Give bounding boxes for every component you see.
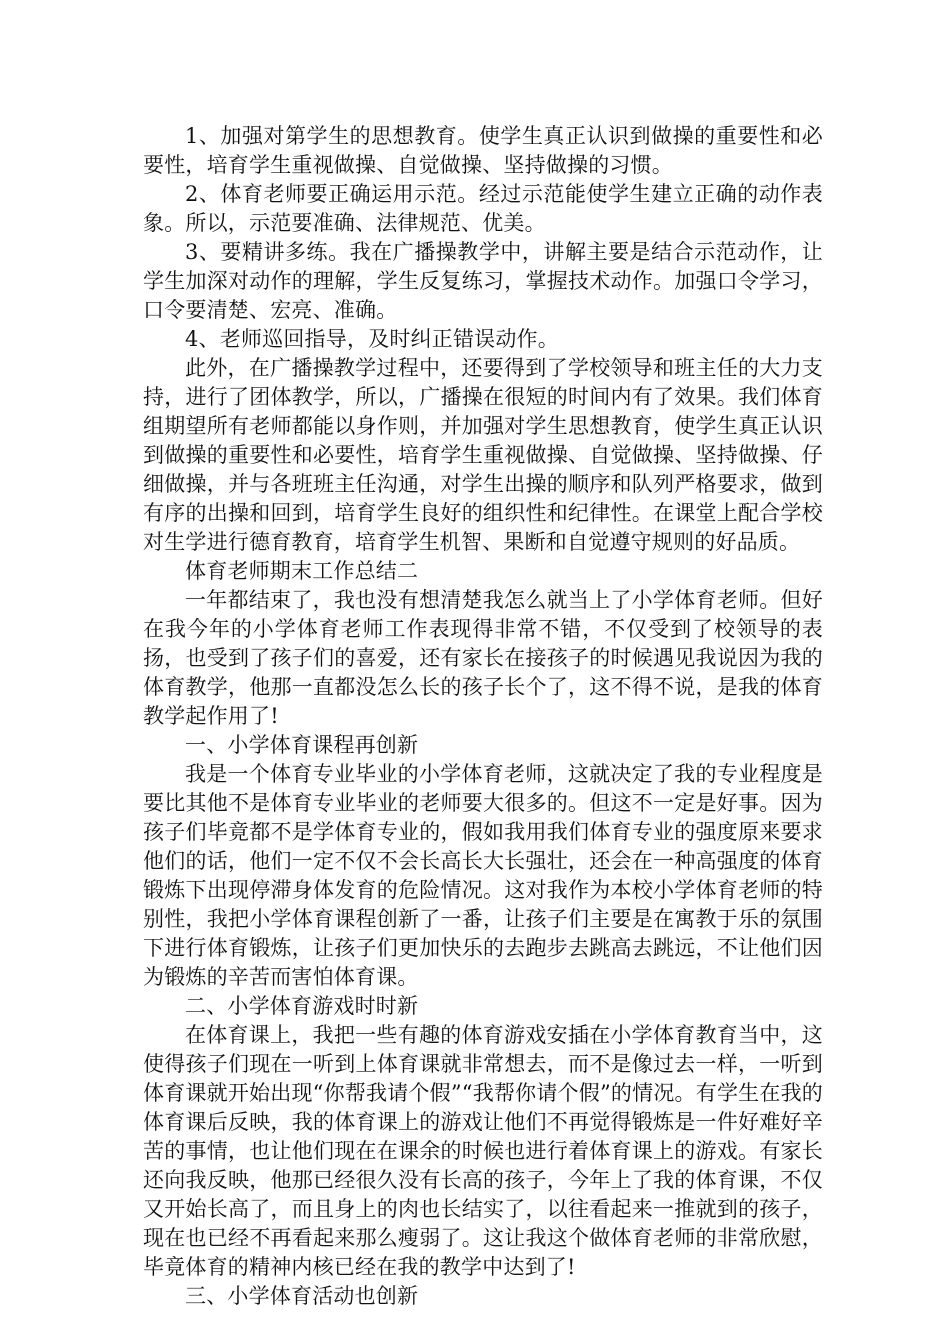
paragraph-4: 4、老师巡回指导，及时纠正错误动作。 xyxy=(185,327,559,351)
section-heading-games: 二、小学体育游戏时时新 xyxy=(185,994,419,1018)
section-heading-summary-two: 体育老师期末工作总结二 xyxy=(185,559,419,583)
paragraph-5: 此外，在广播操教学过程中，还要得到了学校领导和班主任的大力支持，进行了团体教学，所以，广播操在很短的时间内有了效果。我们体育组期望所有老师都能以身作则，并加强对学生思想教育，使学生真正认识到做操的重要性和必要性，培育学生重视做操、自觉做操、坚持做操、仔细做操，并与各班班主任沟通，对学生出操的顺序和队列严格要求，做到有序的出操和回到，培育学生良好的组织性和纪律性。在课堂上配合学校对生学进行德育教育，培育学生机智、果断和自觉遵守规则的好品质。 xyxy=(143,356,823,554)
paragraph-1: 1、加强对第学生的思想教育。使学生真正认识到做操的重要性和必要性，培育学生重视做操、自觉做操、坚持做操的习惯。 xyxy=(143,124,823,177)
paragraph-9: 我是一个体育专业毕业的小学体育老师，这就决定了我的专业程度是要比其他不是体育专业毕业的老师要大很多的。但这不一定是好事。因为孩子们毕竟都不是学体育专业的，假如我用我们体育专业的强度原来要求他们的话，他们一定不仅不会长高长大长强壮，还会在一种高强度的体育锻炼下出现停滞身体发育的危险情况。这对我作为本校小学体育老师的特别性，我把小学体育课程创新了一番，让孩子们主要是在寓教于乐的氛围下进行体育锻炼，让孩子们更加快乐的去跑步去跳高去跳远，不让他们因为锻炼的辛苦而害怕体育课。 xyxy=(143,762,823,989)
section-heading-course-innovation: 一、小学体育课程再创新 xyxy=(185,733,419,757)
paragraph-2: 2、体育老师要正确运用示范。经过示范能使学生建立正确的动作表象。所以，示范要准确、法律规范、优美。 xyxy=(143,182,823,235)
paragraph-11: 在体育课上，我把一些有趣的体育游戏安插在小学体育教育当中，这使得孩子们现在一听到上体育课就非常想去，而不是像过去一样，一听到体育课就开始出现“你帮我请个假”“我帮你请个假”的情况。有学生在我的体育课后反映，我的体育课上的游戏让他们不再觉得锻炼是一件好难好辛苦的事情，也让他们现在在课余的时候也进行着体育课上的游戏。有家长还向我反映，他那已经很久没有长高的孩子，今年上了我的体育课，不仅又开始长高了，而且身上的肉也长结实了，以往看起来一推就到的孩子，现在也已经不再看起来那么瘦弱了。这让我这个做体育老师的非常欣慰，毕竟体育的精神内核已经在我的教学中达到了! xyxy=(143,1023,823,1279)
paragraph-7: 一年都结束了，我也没有想清楚我怎么就当上了小学体育老师。但好在我今年的小学体育老师工作表现得非常不错，不仅受到了校领导的表扬，也受到了孩子们的喜爱，还有家长在接孩子的时候遇见我说因为我的体育教学，他那一直都没怎么长的孩子长个了，这不得不说，是我的体育教学起作用了! xyxy=(143,588,823,728)
document-body xyxy=(143,122,823,1311)
section-heading-activities: 三、小学体育活动也创新 xyxy=(185,1284,419,1308)
paragraph-3: 3、要精讲多练。我在广播操教学中，讲解主要是结合示范动作，让学生加深对动作的理解，学生反复练习，掌握技术动作。加强口令学习，口令要清楚、宏亮、准确。 xyxy=(143,240,823,322)
